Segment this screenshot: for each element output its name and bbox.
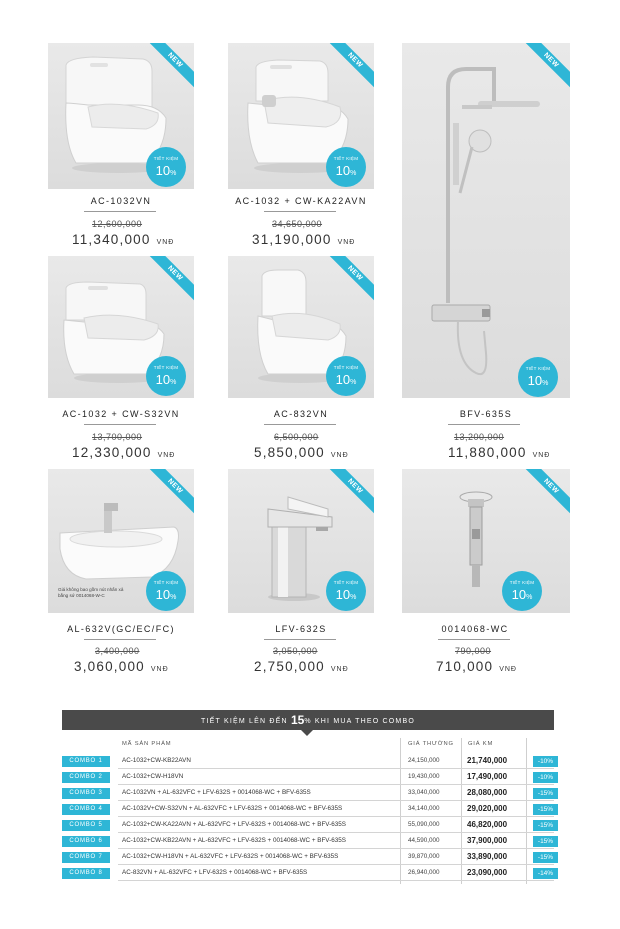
new-price: 3,060,000 VNĐ <box>74 659 169 674</box>
divider <box>84 211 156 212</box>
discount-badge: -15% <box>533 836 558 847</box>
old-price: 3,400,000 <box>95 646 140 656</box>
combo-label: COMBO 5 <box>62 820 110 831</box>
row-divider <box>118 880 554 881</box>
regular-price: 24,150,000 <box>408 757 440 764</box>
product-photo-al632v <box>48 469 194 613</box>
header-regular: GIÁ THƯỜNG <box>408 741 454 747</box>
old-price: 6,500,000 <box>274 432 319 442</box>
combo-items: AC-1032V+CW-S32VN + AL-632VFC + LFV-632S + 0014068-WC + BFV-635S <box>122 805 343 812</box>
old-price: 13,700,000 <box>92 432 143 442</box>
sale-price: 37,900,000 <box>467 836 508 845</box>
row-divider <box>118 832 554 833</box>
row-divider <box>118 864 554 865</box>
save-badge: TIẾT KIỆM 10% <box>518 357 558 397</box>
regular-price: 55,090,000 <box>408 821 440 828</box>
product-model: BFV-635S <box>459 409 513 419</box>
discount-badge: -15% <box>533 788 558 799</box>
discount-badge: -15% <box>533 804 558 815</box>
combo-row <box>62 834 554 849</box>
header-code: MÃ SẢN PHẨM <box>122 741 172 747</box>
divider <box>264 639 336 640</box>
old-price: 34,650,000 <box>272 219 323 229</box>
new-price: 710,000 VNĐ <box>436 659 517 674</box>
product-model: 0014068-WC <box>441 624 509 634</box>
save-badge: TIẾT KIỆM 10% <box>146 356 186 396</box>
combo-items: AC-1032+CW-H18VN + AL-632VFC + LFV-632S + 0014068-WC + BFV-635S <box>122 853 339 860</box>
combo-items: AC-832VN + AL-632VFC + LFV-632S + 0014068-WC + BFV-635S <box>122 869 308 876</box>
new-price: 2,750,000 VNĐ <box>254 659 349 674</box>
combo-label: COMBO 7 <box>62 852 110 863</box>
sale-price: 28,080,000 <box>467 788 508 797</box>
product-photo-ac832vn <box>228 256 374 398</box>
header-sale: GIÁ KM <box>468 741 494 747</box>
product-photo-bfv635s <box>402 43 570 398</box>
new-price: 31,190,000 VNĐ <box>252 232 356 247</box>
new-ribbon: NEW <box>520 43 570 93</box>
combo-items: AC-1032VN + AL-632VFC + LFV-632S + 0014068-WC + BFV-635S <box>122 789 311 796</box>
save-badge: TIẾT KIỆM 10% <box>146 571 186 611</box>
row-divider <box>118 816 554 817</box>
divider <box>264 424 336 425</box>
sale-price: 33,890,000 <box>467 852 508 861</box>
divider <box>448 424 520 425</box>
new-price: 5,850,000 VNĐ <box>254 445 349 460</box>
product-model: AL-632V(GC/EC/FC) <box>67 624 175 634</box>
divider <box>264 211 336 212</box>
combo-row <box>62 818 554 833</box>
product-photo-0014068wc <box>402 469 570 613</box>
product-model: AC-832VN <box>273 409 329 419</box>
row-divider <box>118 768 554 769</box>
new-ribbon: NEW <box>520 469 570 519</box>
divider <box>438 639 510 640</box>
discount-badge: -14% <box>533 868 558 879</box>
combo-items: AC-1032+CW-H18VN <box>122 773 184 780</box>
combo-items: AC-1032+CW-KB22AVN <box>122 757 191 764</box>
combo-label: COMBO 4 <box>62 804 110 815</box>
save-badge: TIẾT KIỆM 10% <box>326 571 366 611</box>
sale-price: 21,740,000 <box>467 756 508 765</box>
sale-price: 29,020,000 <box>467 804 508 813</box>
product-model: LFV-632S <box>275 624 327 634</box>
regular-price: 26,940,000 <box>408 869 440 876</box>
combo-row <box>62 866 554 881</box>
product-photo-ac1032-cwka22avn <box>228 43 374 189</box>
new-price: 11,880,000 VNĐ <box>448 445 551 460</box>
new-ribbon: NEW <box>324 469 374 519</box>
combo-row <box>62 770 554 785</box>
product-photo-ac1032vn <box>48 43 194 189</box>
divider <box>84 639 156 640</box>
discount-badge: -15% <box>533 852 558 863</box>
combo-banner: TIẾT KIỆM LÊN ĐẾN 15% KHI MUA THEO COMBO <box>62 710 554 730</box>
combo-row <box>62 754 554 769</box>
new-price: 12,330,000 VNĐ <box>72 445 176 460</box>
combo-label: COMBO 2 <box>62 772 110 783</box>
product-photo-lfv632s <box>228 469 374 613</box>
save-badge: TIẾT KIỆM 10% <box>326 147 366 187</box>
new-ribbon: NEW <box>144 43 194 93</box>
product-model: AC-1032 + CW-S32VN <box>62 409 180 419</box>
old-price: 3,050,000 <box>273 646 318 656</box>
regular-price: 44,590,000 <box>408 837 440 844</box>
combo-label: COMBO 8 <box>62 868 110 879</box>
product-note: Giá không bao gồm nút nhấn xả bằng sứ 0014068-W-C <box>58 587 124 598</box>
combo-label: COMBO 1 <box>62 756 110 767</box>
new-price: 11,340,000 VNĐ <box>72 232 175 247</box>
new-ribbon: NEW <box>144 469 194 519</box>
regular-price: 33,040,000 <box>408 789 440 796</box>
sale-price: 46,820,000 <box>467 820 508 829</box>
row-divider <box>118 848 554 849</box>
product-model: AC-1032VN <box>90 196 152 206</box>
save-badge: TIẾT KIỆM 10% <box>326 356 366 396</box>
discount-badge: -10% <box>533 756 558 767</box>
product-photo-ac1032-cws32vn <box>48 256 194 398</box>
row-divider <box>118 784 554 785</box>
old-price: 13,200,000 <box>454 432 505 442</box>
combo-row <box>62 786 554 801</box>
regular-price: 19,430,000 <box>408 773 440 780</box>
divider <box>84 424 156 425</box>
new-ribbon: NEW <box>324 256 374 306</box>
combo-items: AC-1032+CW-KA22AVN + AL-632VFC + LFV-632S + 0014068-WC + BFV-635S <box>122 821 346 828</box>
combo-items: AC-1032+CW-KB22AVN + AL-632VFC + LFV-632S + 0014068-WC + BFV-635S <box>122 837 346 844</box>
regular-price: 34,140,000 <box>408 805 440 812</box>
old-price: 790,000 <box>455 646 492 656</box>
row-divider <box>118 800 554 801</box>
new-ribbon: NEW <box>144 256 194 306</box>
shower-image <box>402 43 570 398</box>
regular-price: 39,870,000 <box>408 853 440 860</box>
combo-label: COMBO 3 <box>62 788 110 799</box>
banner-arrow <box>301 730 313 736</box>
discount-badge: -10% <box>533 772 558 783</box>
combo-row <box>62 802 554 817</box>
discount-badge: -15% <box>533 820 558 831</box>
combo-row <box>62 850 554 865</box>
old-price: 12,600,000 <box>92 219 143 229</box>
sale-price: 23,090,000 <box>467 868 508 877</box>
save-badge: TIẾT KIỆM 10% <box>502 571 542 611</box>
new-ribbon: NEW <box>324 43 374 93</box>
product-model: AC-1032 + CW-KA22AVN <box>235 196 367 206</box>
save-badge: TIẾT KIỆM 10% <box>146 147 186 187</box>
combo-label: COMBO 6 <box>62 836 110 847</box>
sale-price: 17,490,000 <box>467 772 508 781</box>
